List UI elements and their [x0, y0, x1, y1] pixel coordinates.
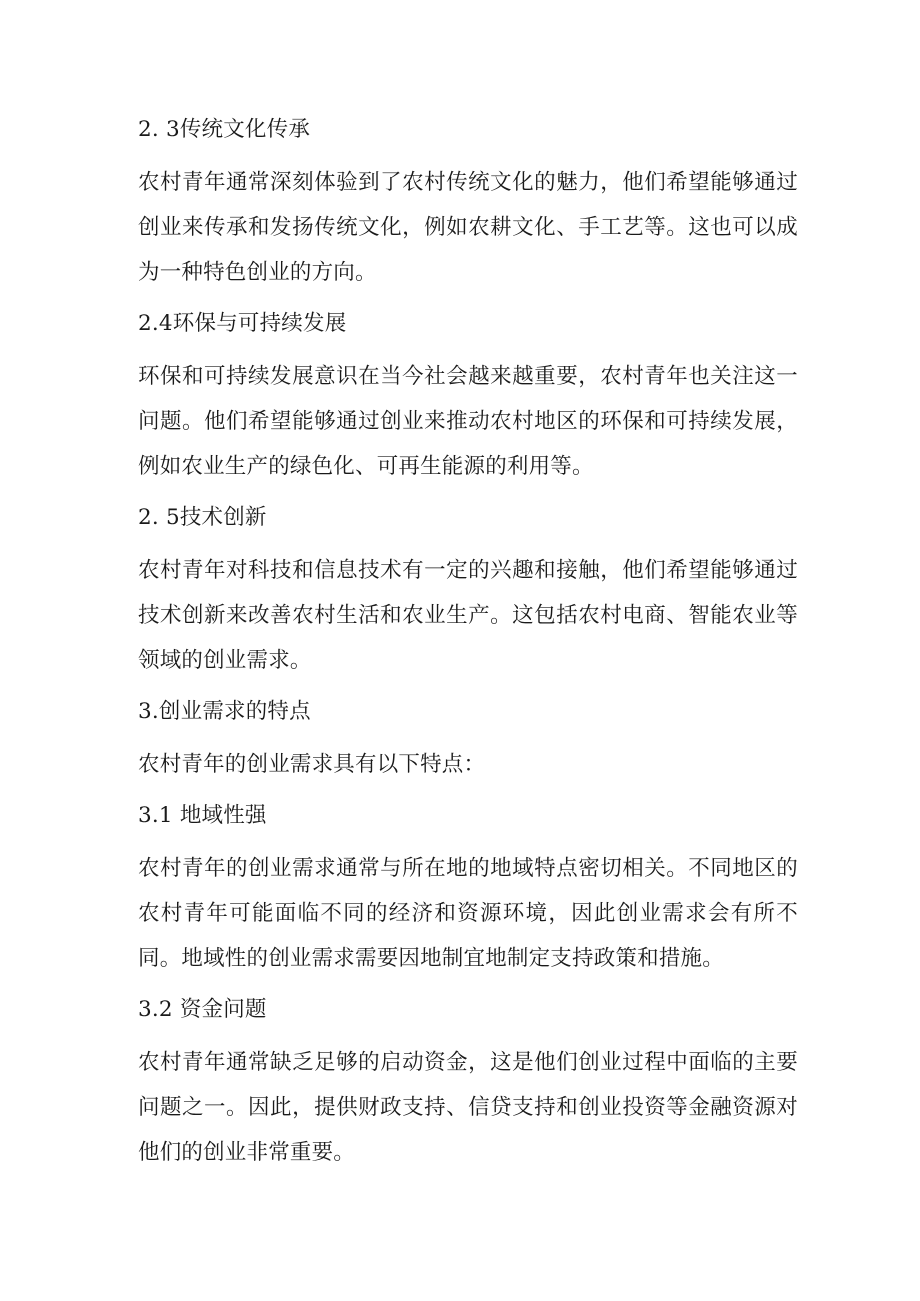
section-heading: 3.2 资金问题 [138, 997, 267, 1022]
section-heading: 2.4环保与可持续发展 [138, 311, 347, 336]
section-heading: 2. 5技术创新 [138, 505, 267, 530]
section-heading: 2. 3传统文化传承 [138, 117, 311, 142]
section-paragraph: 农村青年的创业需求具有以下特点： [138, 752, 486, 777]
section-paragraph: 农村青年对科技和信息技术有一定的兴趣和接触，他们希望能够通过技术创新来改善农村生活和农业生产。这包括农村电商、智能农业等领域的创业需求。 [138, 558, 798, 673]
section-paragraph: 农村青年通常深刻体验到了农村传统文化的魅力，他们希望能够通过创业来传承和发扬传统文化，例如农耕文化、手工艺等。这也可以成为一种特色创业的方向。 [138, 170, 798, 285]
section-paragraph: 农村青年的创业需求通常与所在地的地域特点密切相关。不同地区的农村青年可能面临不同的经济和资源环境，因此创业需求会有所不同。地域性的创业需求需要因地制宜地制定支持政策和措施。 [138, 856, 798, 971]
section-heading: 3.1 地域性强 [138, 803, 267, 828]
document-body [138, 112, 798, 1175]
section-paragraph: 农村青年通常缺乏足够的启动资金，这是他们创业过程中面临的主要问题之一。因此，提供财政支持、信贷支持和创业投资等金融资源对他们的创业非常重要。 [138, 1050, 798, 1165]
section-paragraph: 环保和可持续发展意识在当今社会越来越重要，农村青年也关注这一问题。他们希望能够通过创业来推动农村地区的环保和可持续发展，例如农业生产的绿色化、可再生能源的利用等。 [138, 364, 798, 479]
section-heading: 3.创业需求的特点 [138, 699, 311, 724]
